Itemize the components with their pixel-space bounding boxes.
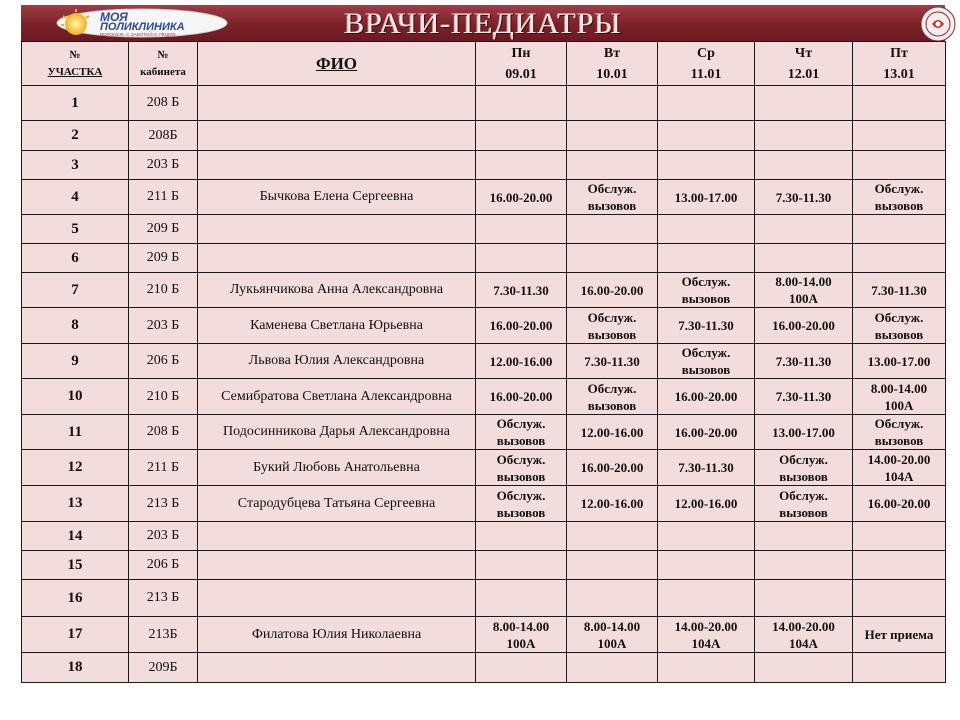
table-row <box>22 379 946 415</box>
schedule-cell <box>853 486 946 522</box>
room-number: 210 Б <box>129 379 198 415</box>
room-number: 209Б <box>129 653 198 683</box>
doctor-name <box>198 551 476 580</box>
schedule-line: 13.00-17.00 <box>674 189 738 205</box>
schedule-cell <box>658 308 755 344</box>
plot-number: 3 <box>22 151 129 180</box>
schedule-cell <box>755 215 853 244</box>
schedule-cell <box>567 215 658 244</box>
room-number: 213Б <box>129 617 198 653</box>
schedule-cell <box>853 344 946 379</box>
schedule-line: вызовов <box>587 397 637 413</box>
schedule-line: 8.00-14.00 <box>870 380 928 396</box>
plot-number: 5 <box>22 215 129 244</box>
schedule-cell <box>658 379 755 415</box>
schedule-cell <box>476 344 567 379</box>
schedule-cell <box>567 244 658 273</box>
schedule-cell <box>567 617 658 653</box>
schedule-line: вызовов <box>496 468 546 484</box>
plot-number: 11 <box>22 415 129 450</box>
plot-number: 6 <box>22 244 129 273</box>
schedule-cell <box>853 379 946 415</box>
schedule-cell <box>755 486 853 522</box>
doctor-name <box>198 580 476 617</box>
schedule-line: вызовов <box>779 468 828 484</box>
schedule-cell <box>476 121 567 151</box>
doctor-name: Подосинникова Дарья Александровна <box>198 415 476 450</box>
schedule-cell <box>755 180 853 215</box>
schedule-line: Обслуж. <box>587 309 637 325</box>
schedule-cell <box>755 415 853 450</box>
plot-number: 8 <box>22 308 129 344</box>
schedule-line: 104А <box>789 635 818 651</box>
table-row <box>22 86 946 121</box>
col-header-plot-line1: № <box>69 48 81 61</box>
schedule-cell <box>476 522 567 551</box>
schedule-cell <box>567 151 658 180</box>
schedule-line: 104А <box>884 468 914 484</box>
table-row <box>22 522 946 551</box>
schedule-cell <box>476 580 567 617</box>
schedule-cell <box>853 244 946 273</box>
schedule-cell <box>853 308 946 344</box>
schedule-line: Обслуж. <box>874 309 924 325</box>
day-label: Пт <box>890 45 908 61</box>
schedule-line: 7.30-11.30 <box>584 353 640 369</box>
doctor-name <box>198 653 476 683</box>
room-number: 211 Б <box>129 180 198 215</box>
schedule-line: 12.00-16.00 <box>580 424 644 440</box>
room-number: 203 Б <box>129 308 198 344</box>
doctor-name: Семибратова Светлана Александровна <box>198 379 476 415</box>
col-header-day <box>567 42 658 86</box>
room-number: 203 Б <box>129 151 198 180</box>
room-number: 210 Б <box>129 273 198 308</box>
table-row <box>22 273 946 308</box>
schedule-line: Нет приема <box>864 627 934 642</box>
schedule-line: 7.30-11.30 <box>775 389 832 404</box>
schedule-line: 13.00-17.00 <box>772 424 835 440</box>
table-row <box>22 180 946 215</box>
schedule-line: вызовов <box>779 504 828 520</box>
schedule-line: 16.00-20.00 <box>489 389 553 404</box>
schedule-cell <box>853 551 946 580</box>
schedule-line: 12.00-16.00 <box>674 496 738 511</box>
schedule-line: Обслуж. <box>587 181 637 196</box>
room-number: 206 Б <box>129 344 198 379</box>
col-header-name: ФИО <box>198 42 476 86</box>
table-row <box>22 551 946 580</box>
plot-number: 7 <box>22 273 129 308</box>
schedule-line: 12.00-16.00 <box>580 496 644 511</box>
doctor-name: Каменева Светлана Юрьевна <box>198 308 476 344</box>
schedule-line: вызовов <box>496 504 546 520</box>
schedule-cell <box>476 180 567 215</box>
schedule-cell <box>658 151 755 180</box>
table-row <box>22 121 946 151</box>
room-number: 213 Б <box>129 486 198 522</box>
table-row <box>22 344 946 379</box>
doctor-name <box>198 244 476 273</box>
schedule-line: 16.00-20.00 <box>489 318 553 333</box>
table-row <box>22 450 946 486</box>
doctor-name <box>198 215 476 244</box>
schedule-line: 8.00-14.00 <box>775 274 832 289</box>
pediatricians-schedule-table <box>21 41 946 683</box>
schedule-line: 16.00-20.00 <box>772 318 835 333</box>
plot-number: 2 <box>22 121 129 151</box>
schedule-line: вызовов <box>587 326 637 342</box>
header-banner <box>21 5 945 41</box>
room-number: 211 Б <box>129 450 198 486</box>
schedule-line: 16.00-20.00 <box>489 189 553 205</box>
schedule-cell <box>476 551 567 580</box>
schedule-cell <box>476 450 567 486</box>
schedule-cell <box>476 486 567 522</box>
schedule-cell <box>853 151 946 180</box>
doctor-name <box>198 86 476 121</box>
schedule-cell <box>658 580 755 617</box>
header-row <box>22 42 946 86</box>
schedule-cell <box>567 551 658 580</box>
schedule-line: Обслуж. <box>779 451 828 467</box>
schedule-line: вызовов <box>874 433 924 448</box>
schedule-cell <box>567 522 658 551</box>
schedule-cell <box>853 653 946 683</box>
schedule-cell <box>567 273 658 308</box>
schedule-cell <box>476 273 567 308</box>
plot-number: 4 <box>22 180 129 215</box>
schedule-cell <box>755 379 853 415</box>
schedule-line: 7.30-11.30 <box>678 318 734 333</box>
clinic-seal-icon <box>920 6 956 42</box>
doctor-name: Букий Любовь Анатольевна <box>198 450 476 486</box>
table-row <box>22 151 946 180</box>
schedule-cell <box>853 617 946 653</box>
schedule-line: Обслуж. <box>496 487 546 503</box>
schedule-cell <box>658 273 755 308</box>
doctor-name <box>198 522 476 551</box>
room-number: 209 Б <box>129 244 198 273</box>
schedule-line: 16.00-20.00 <box>867 496 931 511</box>
plot-number: 17 <box>22 617 129 653</box>
logo-line2: ПОЛИКЛИНИКА <box>100 21 185 33</box>
schedule-line: 14.00-20.00 <box>772 618 835 634</box>
schedule-line: 100А <box>506 635 536 651</box>
schedule-cell <box>755 273 853 308</box>
day-label: Пн <box>511 45 531 61</box>
date-label: 09.01 <box>505 66 537 82</box>
schedule-cell <box>567 121 658 151</box>
room-number: 209 Б <box>129 215 198 244</box>
schedule-cell <box>853 215 946 244</box>
schedule-cell <box>658 522 755 551</box>
schedule-cell <box>567 344 658 379</box>
plot-number: 12 <box>22 450 129 486</box>
schedule-cell <box>567 379 658 415</box>
room-number: 208 Б <box>129 86 198 121</box>
schedule-line: Обслуж. <box>496 451 546 467</box>
logo-tagline: ВОРОНЕЖ. С ЗАБОТОЙ О ЛЮДЯХ <box>100 32 176 37</box>
doctor-name <box>198 121 476 151</box>
schedule-cell <box>567 308 658 344</box>
col-header-room-line2: кабинета <box>140 65 186 78</box>
schedule-line: вызовов <box>874 326 924 342</box>
schedule-line: 16.00-20.00 <box>674 389 738 404</box>
plot-number: 15 <box>22 551 129 580</box>
col-header-plot-line2: УЧАСТКА <box>47 65 103 78</box>
schedule-cell <box>853 450 946 486</box>
plot-number: 13 <box>22 486 129 522</box>
col-header-day <box>853 42 946 86</box>
room-number: 208 Б <box>129 415 198 450</box>
schedule-cell <box>476 151 567 180</box>
schedule-cell <box>658 244 755 273</box>
table-row <box>22 415 946 450</box>
schedule-cell <box>658 121 755 151</box>
schedule-cell <box>853 273 946 308</box>
schedule-cell <box>755 617 853 653</box>
schedule-line: 16.00-20.00 <box>580 282 644 298</box>
schedule-cell <box>853 522 946 551</box>
table-row <box>22 580 946 617</box>
col-header-plot <box>22 42 129 86</box>
schedule-cell <box>658 86 755 121</box>
table-row <box>22 308 946 344</box>
schedule-cell <box>658 180 755 215</box>
logo-line1: МОЯ <box>100 10 128 24</box>
schedule-cell <box>853 180 946 215</box>
schedule-line: вызовов <box>874 198 924 213</box>
table-row <box>22 215 946 244</box>
schedule-cell <box>567 415 658 450</box>
room-number: 208Б <box>129 121 198 151</box>
doctor-name: Стародубцева Татьяна Сергеевна <box>198 486 476 522</box>
schedule-line: 7.30-11.30 <box>775 353 832 369</box>
date-label: 11.01 <box>690 66 722 82</box>
schedule-line: 16.00-20.00 <box>580 460 644 475</box>
col-header-room-line1: № <box>157 48 169 61</box>
plot-number: 9 <box>22 344 129 379</box>
schedule-line: 7.30-11.30 <box>493 282 549 298</box>
schedule-cell <box>853 86 946 121</box>
schedule-cell <box>476 415 567 450</box>
plot-number: 10 <box>22 379 129 415</box>
schedule-cell <box>476 86 567 121</box>
table-row <box>22 486 946 522</box>
schedule-line: 14.00-20.00 <box>674 618 738 634</box>
schedule-line: 8.00-14.00 <box>492 618 550 634</box>
schedule-cell <box>567 580 658 617</box>
schedule-line: 104А <box>691 635 721 651</box>
doctor-name: Филатова Юлия Николаевна <box>198 617 476 653</box>
schedule-cell <box>476 379 567 415</box>
schedule-cell <box>755 308 853 344</box>
schedule-cell <box>476 617 567 653</box>
plot-number: 14 <box>22 522 129 551</box>
doctor-name: Лукьянчикова Анна Александровна <box>198 273 476 308</box>
schedule-line: 12.00-16.00 <box>489 353 553 369</box>
schedule-cell <box>853 415 946 450</box>
schedule-cell <box>755 244 853 273</box>
room-number: 213 Б <box>129 580 198 617</box>
room-number: 203 Б <box>129 522 198 551</box>
schedule-line: Обслуж. <box>587 380 637 396</box>
day-label: Ср <box>697 45 715 61</box>
schedule-cell <box>755 86 853 121</box>
table-row <box>22 653 946 683</box>
date-label: 10.01 <box>596 66 628 82</box>
schedule-cell <box>658 486 755 522</box>
schedule-cell <box>658 215 755 244</box>
schedule-cell <box>853 580 946 617</box>
schedule-line: 100А <box>789 291 818 306</box>
schedule-line: 8.00-14.00 <box>583 618 641 634</box>
schedule-cell <box>476 244 567 273</box>
date-label: 13.01 <box>883 66 915 82</box>
schedule-cell <box>853 121 946 151</box>
date-label: 12.01 <box>787 66 820 82</box>
schedule-line: 7.30-11.30 <box>678 460 734 475</box>
schedule-cell <box>658 551 755 580</box>
schedule-line: вызовов <box>496 433 546 448</box>
table-row <box>22 617 946 653</box>
schedule-line: Обслуж. <box>681 345 731 360</box>
schedule-line: 7.30-11.30 <box>775 189 832 205</box>
page-title: ВРАЧИ-ПЕДИАТРЫ <box>344 7 622 40</box>
doctor-name <box>198 151 476 180</box>
col-header-room <box>129 42 198 86</box>
schedule-body <box>22 86 946 683</box>
schedule-cell <box>755 121 853 151</box>
schedule-cell <box>658 415 755 450</box>
schedule-cell <box>567 180 658 215</box>
schedule-cell <box>567 86 658 121</box>
plot-number: 1 <box>22 86 129 121</box>
schedule-cell <box>755 151 853 180</box>
plot-number: 18 <box>22 653 129 683</box>
schedule-cell <box>567 653 658 683</box>
schedule-cell <box>658 344 755 379</box>
schedule-line: 14.00-20.00 <box>867 451 931 467</box>
doctor-name: Львова Юлия Александровна <box>198 344 476 379</box>
schedule-cell <box>567 450 658 486</box>
schedule-cell <box>755 653 853 683</box>
schedule-line: Обслуж. <box>681 274 731 289</box>
schedule-line: вызовов <box>681 291 731 306</box>
schedule-line: 16.00-20.00 <box>674 424 738 440</box>
schedule-cell <box>658 617 755 653</box>
schedule-line: Обслуж. <box>496 416 546 431</box>
table-row <box>22 244 946 273</box>
schedule-cell <box>755 551 853 580</box>
schedule-line: Обслуж. <box>874 416 924 431</box>
schedule-line: вызовов <box>587 198 637 213</box>
col-header-day <box>476 42 567 86</box>
schedule-line: Обслуж. <box>874 181 924 196</box>
schedule-cell <box>476 653 567 683</box>
schedule-cell <box>755 450 853 486</box>
schedule-cell <box>658 450 755 486</box>
room-number: 206 Б <box>129 551 198 580</box>
schedule-line: 100А <box>597 635 627 651</box>
schedule-cell <box>476 215 567 244</box>
schedule-cell <box>755 580 853 617</box>
plot-number: 16 <box>22 580 129 617</box>
day-label: Вт <box>603 45 621 61</box>
schedule-line: 13.00-17.00 <box>867 353 931 369</box>
schedule-cell <box>755 522 853 551</box>
day-label: Чт <box>794 45 813 61</box>
col-header-day <box>658 42 755 86</box>
col-header-day <box>755 42 853 86</box>
schedule-line: вызовов <box>681 362 731 377</box>
schedule-cell <box>567 486 658 522</box>
doctor-name: Бычкова Елена Сергеевна <box>198 180 476 215</box>
schedule-cell <box>755 344 853 379</box>
schedule-cell <box>658 653 755 683</box>
schedule-line: 7.30-11.30 <box>871 282 927 298</box>
schedule-line: Обслуж. <box>779 487 828 503</box>
schedule-line: 100А <box>884 397 914 413</box>
schedule-cell <box>476 308 567 344</box>
